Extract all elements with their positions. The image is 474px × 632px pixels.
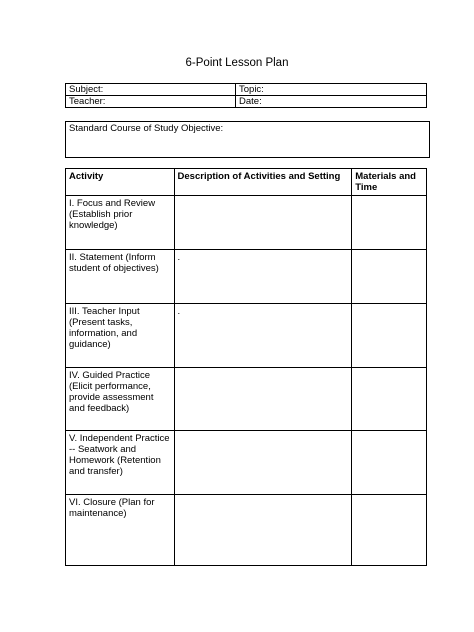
- description-cell[interactable]: [174, 495, 352, 566]
- description-cell[interactable]: [174, 431, 352, 495]
- document-title: 6-Point Lesson Plan: [185, 57, 289, 69]
- objective-label: Standard Course of Study Objective:: [69, 123, 224, 134]
- objective-box[interactable]: [65, 121, 430, 158]
- activity-cell: VI. Closure (Plan for maintenance): [66, 495, 175, 566]
- materials-cell[interactable]: [352, 196, 427, 250]
- materials-cell[interactable]: [352, 304, 427, 368]
- table-row: [66, 368, 427, 431]
- activity-cell: V. Independent Practice -- Seatwork and Homework (Retention and transfer): [66, 431, 175, 495]
- plan-header-row: [66, 169, 427, 196]
- description-cell[interactable]: [174, 196, 352, 250]
- header-activity: Activity: [66, 169, 175, 196]
- activity-cell: I. Focus and Review (Establish prior knowledge): [66, 196, 175, 250]
- table-row: [66, 495, 427, 566]
- description-cell[interactable]: .: [174, 304, 352, 368]
- materials-cell[interactable]: [352, 250, 427, 304]
- activity-cell: III. Teacher Input (Present tasks, information, and guidance): [66, 304, 175, 368]
- materials-cell[interactable]: [352, 431, 427, 495]
- description-cell[interactable]: [174, 368, 352, 431]
- table-row: [66, 431, 427, 495]
- subject-topic-table: [65, 83, 427, 108]
- materials-cell[interactable]: [352, 368, 427, 431]
- table-row: [66, 250, 427, 304]
- materials-cell[interactable]: [352, 495, 427, 566]
- subject-cell[interactable]: Subject:: [66, 84, 236, 96]
- activity-cell: II. Statement (Inform student of objectives): [66, 250, 175, 304]
- topic-cell[interactable]: Topic:: [236, 84, 427, 96]
- activity-cell: IV. Guided Practice (Elicit performance, provide assessment and feedback): [66, 368, 175, 431]
- table-row: [66, 304, 427, 368]
- table-row: [66, 196, 427, 250]
- lesson-plan-table: [65, 168, 427, 566]
- header-materials: Materials and Time: [352, 169, 427, 196]
- meta-row-2: [66, 96, 427, 108]
- date-cell[interactable]: Date:: [236, 96, 427, 108]
- header-description: Description of Activities and Setting: [174, 169, 352, 196]
- teacher-cell[interactable]: Teacher:: [66, 96, 236, 108]
- meta-row-1: [66, 84, 427, 96]
- description-cell[interactable]: .: [174, 250, 352, 304]
